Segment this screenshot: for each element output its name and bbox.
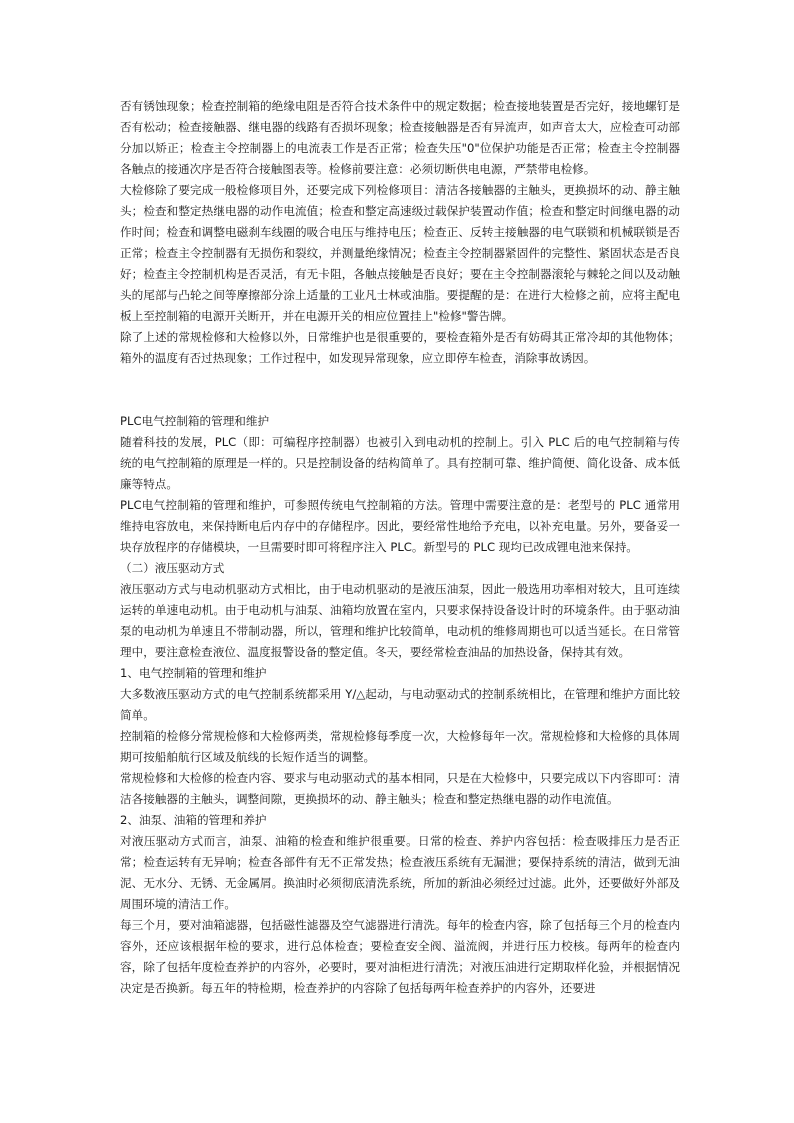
paragraph-overhaul-cycle: 控制箱的检修分常规检修和大检修两类，常规检修每季度一次，大检修每年一次。常规检修和大检修的具体周期可按船舶航行区域及航线的长短作适当的调整。 <box>120 729 680 764</box>
paragraph-major-overhaul: 大检修除了要完成一般检修项目外，还要完成下列检修项目：清洁各接触器的主触头，更换损坏的动、静主触头；检查和整定热继电器的动作电流值；检查和整定高速级过载保护装置动作值；检查和整定时间继电器的动作时间；检查和调整电磁刹车线圈的吸合电压与维持电压；检查正、反转主接触器的电气联锁和机械联锁是否正常；检查主令控制器有无损伤和裂纹，并测量绝缘情况；检查主令控制器紧固件的完整性、紧固状态是否良好；检查主令控制机构是否灵活，有无卡阻，各触点接触是否良好；要在主令控制器滚轮与棘轮之间以及动触头的尾部与凸轮之间等摩擦部分涂上适量的工业凡士林或油脂。要提醒的是：在进行大检修之前，应将主配电板上至控制箱的电源开关断开，并在电源开关的相应位置挂上"检修"警告牌。 <box>120 183 680 323</box>
document-page <box>120 96 680 999</box>
paragraph-daily-maintenance: 除了上述的常规检修和大检修以外，日常维护也是很重要的，要检查箱外是否有妨碍其正常冷却的其他物体；箱外的温度有否过热现象；工作过程中，如发现异常现象，应立即停车检查，消除事故诱因。 <box>120 330 680 365</box>
section-title-plc: PLC电气控制箱的管理和维护 <box>120 414 270 428</box>
item-title-pump-tank: 2、油泵、油箱的管理和养护 <box>120 813 267 827</box>
paragraph-plc-maintenance: PLC电气控制箱的管理和维护，可参照传统电气控制箱的方法。管理中需要注意的是：老型号的 PLC 通常用维持电容放电，来保持断电后内存中的存储程序。因此，要经常性地给予充电，以补充电量。另外，要备妥一块存放程序的存储模块，一旦需要时即可将程序注入 PLC。新型号的 PLC 现均已改成锂电池来保持。 <box>120 498 680 554</box>
paragraph-star-delta: 大多数液压驱动方式的电气控制系统都采用 Y/△起动，与电动驱动式的控制系统相比，在管理和维护方面比较简单。 <box>120 687 680 722</box>
paragraph-overhaul-content: 常规检修和大检修的检查内容、要求与电动驱动式的基本相同，只是在大检修中，只要完成以下内容即可：清洁各接触器的主触头，调整间隙，更换损坏的动、静主触头；检查和整定热继电器的动作电流值。 <box>120 771 680 806</box>
paragraph-hydraulic-drive: 液压驱动方式与电动机驱动方式相比，由于电动机驱动的是液压油泵，因此一般选用功率相对较大，且可连续运转的单速电动机。由于电动机与油泵、油箱均放置在室内，只要求保持设备设计时的环境条件。由于驱动油泵的电动机为单速且不带制动器，所以，管理和维护比较简单，电动机的维修周期也可以适当延长。在日常管理中，要注意检查液位、温度报警设备的整定值。冬天，要经常检查油品的加热设备，保持其有效。 <box>120 582 680 659</box>
item-title-control-box: 1、电气控制箱的管理和维护 <box>120 666 267 680</box>
paragraph-plc-intro: 随着科技的发展，PLC（即：可编程序控制器）也被引入到电动机的控制上。引入 PLC 后的电气控制箱与传统的电气控制箱的原理是一样的。只是控制设备的结构简单了。具有控制可靠、维护简便、简化设备、成本低廉等特点。 <box>120 435 680 491</box>
paragraph-periodic-check: 每三个月，要对油箱滤器，包括磁性滤器及空气滤器进行清洗。每年的检查内容，除了包括每三个月的检查内容外，还应该根据年检的要求，进行总体检查；要检查安全阀、溢流阀，并进行压力校核。每两年的检查内容，除了包括年度检查养护的内容外，必要时，要对油柜进行清洗；对液压油进行定期取样化验，并根据情况决定是否换新。每五年的特检期，检查养护的内容除了包括每两年检查养护的内容外，还要进 <box>120 918 680 995</box>
paragraph-daily-check: 对液压驱动方式而言，油泵、油箱的检查和维护很重要。日常的检查、养护内容包括：检查吸排压力是否正常；检查运转有无异响；检查各部件有无不正常发热；检查液压系统有无漏泄；要保持系统的清洁，做到无油泥、无水分、无锈、无金属屑。换油时必须彻底清洗系统，所加的新油必须经过过滤。此外，还要做好外部及周围环境的清洁工作。 <box>120 834 680 911</box>
section-spacer <box>120 369 680 411</box>
paragraph-inspection-items: 否有锈蚀现象；检查控制箱的绝缘电阻是否符合技术条件中的规定数据；检查接地装置是否完好，接地螺钉是否有松动；检查接触器、继电器的线路有否损坏现象；检查接触器是否有异流声，如声音太大，应检查可动部分加以矫正；检查主令控制器上的电流表工作是否正常；检查失压"0"位保护功能是否正常；检查主令控制器各触点的接通次序是否符合接触图表等。检修前要注意：必须切断供电电源，严禁带电检修。 <box>120 99 680 176</box>
subsection-title-hydraulic: （二）液压驱动方式 <box>120 561 225 575</box>
